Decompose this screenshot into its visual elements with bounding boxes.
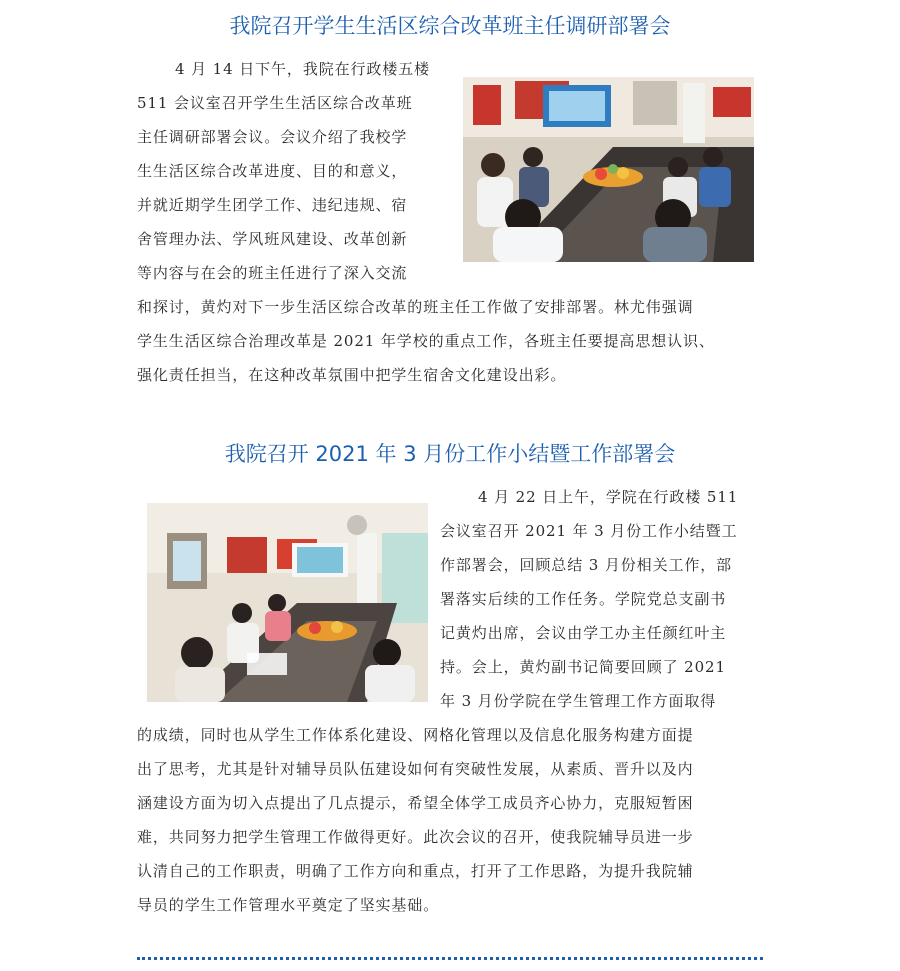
- article1-line-1: 4 月 14 日下午，我院在行政楼五楼: [175, 60, 431, 78]
- article1-line-4: 生生活区综合改革进度、目的和意义，: [137, 162, 408, 180]
- article1-line-5: 并就近期学生团学工作、违纪违规、宿: [137, 196, 408, 214]
- article2-line-3: 作部署会，回顾总结 3 月份相关工作，部: [440, 556, 733, 574]
- article2-line-12: 认清自己的工作职责，明确了工作方向和重点，打开了工作思路，为提升我院辅: [137, 862, 694, 880]
- article2-line-5: 记黄灼出席，会议由学工办主任颜红叶主: [440, 624, 727, 642]
- article2-line-11: 难，共同努力把学生管理工作做得更好。此次会议的召开，使我院辅导员进一步: [137, 828, 694, 846]
- article1-line-2: 511 会议室召开学生生活区综合改革班: [137, 94, 413, 112]
- article1-line-9: 学生生活区综合治理改革是 2021 年学校的重点工作，各班主任要提高思想认识、: [137, 332, 715, 350]
- article2-line-13: 导员的学生工作管理水平奠定了坚实基础。: [137, 896, 440, 914]
- article2-line-6: 持。会上，黄灼副书记简要回顾了 2021: [440, 658, 726, 676]
- article2-line-9: 出了思考，尤其是针对辅导员队伍建设如何有突破性发展，从素质、晋升以及内: [137, 760, 694, 778]
- meeting-photo-1: [463, 77, 754, 262]
- bottom-divider: [137, 957, 763, 960]
- article2-line-10: 涵建设方面为切入点提出了几点提示，希望全体学工成员齐心协力，克服短暂困: [137, 794, 694, 812]
- article2-title: 我院召开 2021 年 3 月份工作小结暨工作部署会: [224, 442, 676, 466]
- article1-line-7: 等内容与在会的班主任进行了深入交流: [137, 264, 408, 282]
- article1-line-6: 舍管理办法、学风班风建设、改革创新: [137, 230, 408, 248]
- article2-line-4: 署落实后续的工作任务。学院党总支副书: [440, 590, 727, 608]
- article1-line-3: 主任调研部署会议。会议介绍了我校学: [137, 128, 408, 146]
- article2-line-8: 的成绩，同时也从学生工作体系化建设、网格化管理以及信息化服务构建方面提: [137, 726, 694, 744]
- article2-line-2: 会议室召开 2021 年 3 月份工作小结暨工: [440, 522, 738, 540]
- article2-line-1: 4 月 22 日上午，学院在行政楼 511: [478, 488, 739, 506]
- article1-line-8: 和探讨，黄灼对下一步生活区综合改革的班主任工作做了安排部署。林尤伟强调: [137, 298, 694, 316]
- article1-title: 我院召开学生生活区综合改革班主任调研部署会: [229, 14, 671, 38]
- article1-line-10: 强化责任担当，在这种改革氛围中把学生宿舍文化建设出彩。: [137, 366, 567, 384]
- meeting-photo-2: [147, 503, 428, 702]
- article2-line-7: 年 3 月份学院在学生管理工作方面取得: [440, 692, 717, 710]
